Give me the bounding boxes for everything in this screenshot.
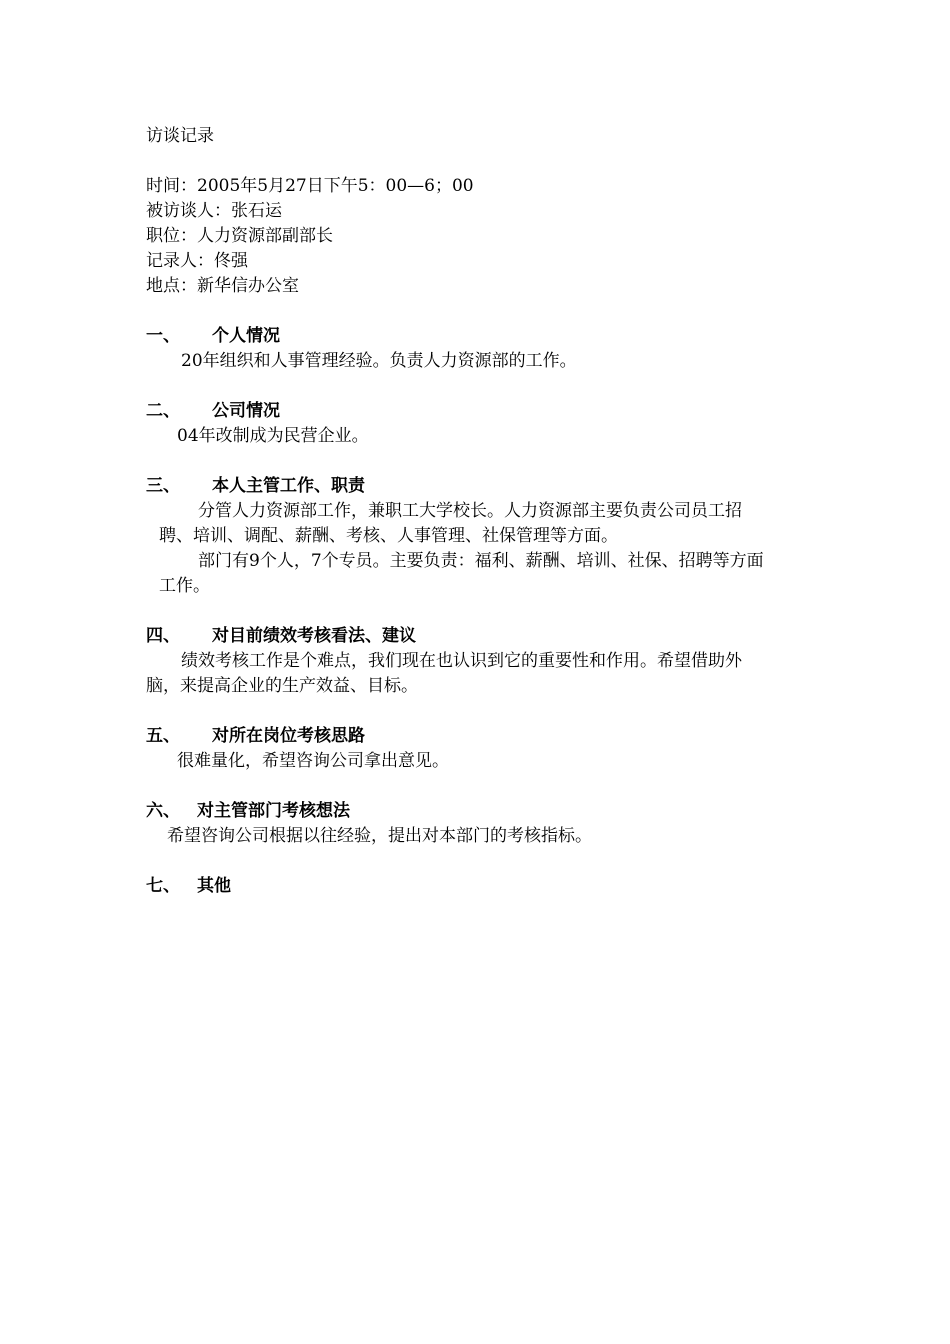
section-heading <box>146 624 810 649</box>
section-paragraph: 部门有9个人，7个专员。主要负责：福利、薪酬、培训、社保、招聘等方面 <box>198 551 764 571</box>
info-time: 时间：2005年5月27日下午5：00—6；00 <box>146 176 474 196</box>
spacer <box>146 774 810 799</box>
spacer <box>146 374 810 399</box>
spacer <box>146 449 810 474</box>
section-number: 二、 <box>146 401 180 421</box>
section-heading <box>146 799 810 824</box>
document-title: 访谈记录 <box>146 126 214 146</box>
spacer <box>146 599 810 624</box>
section-paragraph: 04年改制成为民营企业。 <box>177 426 369 446</box>
section-number: 三、 <box>146 476 180 496</box>
section-number: 六、 <box>146 801 180 821</box>
section-paragraph: 很难量化，希望咨询公司拿出意见。 <box>177 751 449 771</box>
section-title: 对目前绩效考核看法、建议 <box>212 626 416 646</box>
section-title: 公司情况 <box>212 401 280 421</box>
section-heading <box>146 474 810 499</box>
section-number: 四、 <box>146 626 180 646</box>
section-paragraph: 聘、培训、调配、薪酬、考核、人事管理、社保管理等方面。 <box>159 526 618 546</box>
section-heading <box>146 874 810 899</box>
section-heading <box>146 324 810 349</box>
info-recorder: 记录人：佟强 <box>146 251 248 271</box>
section-title: 对所在岗位考核思路 <box>212 726 365 746</box>
section-title: 本人主管工作、职责 <box>212 476 365 496</box>
section-paragraph: 工作。 <box>159 576 210 596</box>
info-interviewee: 被访谈人：张石运 <box>146 201 282 221</box>
section-paragraph: 20年组织和人事管理经验。负责人力资源部的工作。 <box>181 351 577 371</box>
section-title: 个人情况 <box>212 326 280 346</box>
spacer <box>146 299 810 324</box>
section-paragraph: 希望咨询公司根据以往经验，提出对本部门的考核指标。 <box>167 826 592 846</box>
section-number: 一、 <box>146 326 180 346</box>
spacer <box>146 849 810 874</box>
section-paragraph: 分管人力资源部工作，兼职工大学校长。人力资源部主要负责公司员工招 <box>198 501 742 521</box>
section-number: 七、 <box>146 876 180 896</box>
document-page <box>146 124 810 899</box>
section-number: 五、 <box>146 726 180 746</box>
section-title: 其他 <box>197 876 231 896</box>
section-title: 对主管部门考核想法 <box>197 801 350 821</box>
info-location: 地点：新华信办公室 <box>146 276 299 296</box>
section-heading <box>146 399 810 424</box>
section-paragraph: 绩效考核工作是个难点，我们现在也认识到它的重要性和作用。希望借助外 <box>181 651 742 671</box>
info-position: 职位：人力资源部副部长 <box>146 226 333 246</box>
section-heading <box>146 724 810 749</box>
spacer <box>146 149 810 174</box>
section-paragraph: 脑，来提高企业的生产效益、目标。 <box>146 676 418 696</box>
spacer <box>146 699 810 724</box>
